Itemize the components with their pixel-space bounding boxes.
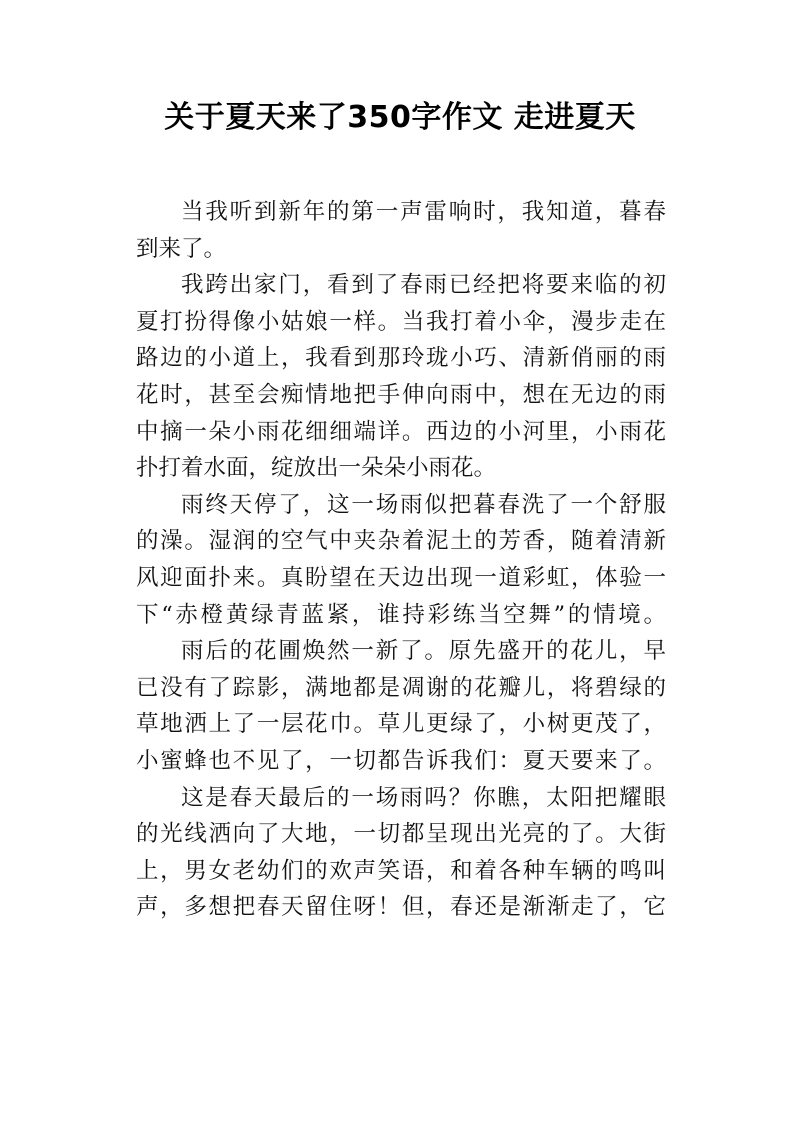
- text-line: 已没有了踪影，满地都是凋谢的花瓣儿，将碧绿的: [136, 674, 666, 701]
- text-line: 花时，甚至会痴情地把手伸向雨中，想在无边的雨: [136, 381, 666, 408]
- text-line: 的澡。湿润的空气中夹杂着泥土的芳香，随着清新: [136, 528, 666, 555]
- text-line: 这是春天最后的一场雨吗？你瞧，太阳把耀眼: [181, 784, 666, 811]
- text-line: 扑打着水面，绽放出一朵朵小雨花。: [136, 455, 497, 482]
- text-line: 草地洒上了一层花巾。草儿更绿了，小树更茂了，: [136, 711, 666, 738]
- document-body: [136, 194, 666, 926]
- document-title: 关于夏天来了350字作文 走进夏天: [164, 100, 636, 135]
- text-line: 声，多想把春天留住呀！但，春还是渐渐走了，它: [136, 894, 666, 921]
- text-line: 风迎面扑来。真盼望在天边出现一道彩虹，体验一: [136, 564, 666, 591]
- text-line: 雨终天停了，这一场雨似把暮春洗了一个舒服: [181, 491, 666, 518]
- text-line: 当我听到新年的第一声雷响时，我知道，暮春: [181, 199, 666, 225]
- text-line: 到来了。: [136, 235, 227, 262]
- text-line: 夏打扮得像小姑娘一样。当我打着小伞，漫步走在: [136, 308, 666, 335]
- paragraph: [136, 194, 666, 267]
- paragraph: [136, 780, 666, 926]
- paragraph: [136, 633, 666, 779]
- text-line: 下“赤橙黄绿青蓝紧，谁持彩练当空舞”的情境。: [136, 601, 666, 628]
- text-line: 我跨出家门，看到了春雨已经把将要来临的初: [181, 272, 666, 299]
- paragraph: [136, 487, 666, 633]
- text-line: 雨后的花圃焕然一新了。原先盛开的花儿，早: [181, 638, 666, 665]
- text-line: 上，男女老幼们的欢声笑语，和着各种车辆的鸣叫: [136, 857, 666, 884]
- text-line: 的光线洒向了大地，一切都呈现出光亮的了。大街: [136, 821, 666, 848]
- text-line: 小蜜蜂也不见了，一切都告诉我们：夏天要来了。: [136, 747, 666, 774]
- text-line: 路边的小道上，我看到那玲珑小巧、清新俏丽的雨: [136, 345, 666, 372]
- text-line: 中摘一朵小雨花细细端详。西边的小河里，小雨花: [136, 418, 666, 445]
- paragraph: [136, 267, 666, 487]
